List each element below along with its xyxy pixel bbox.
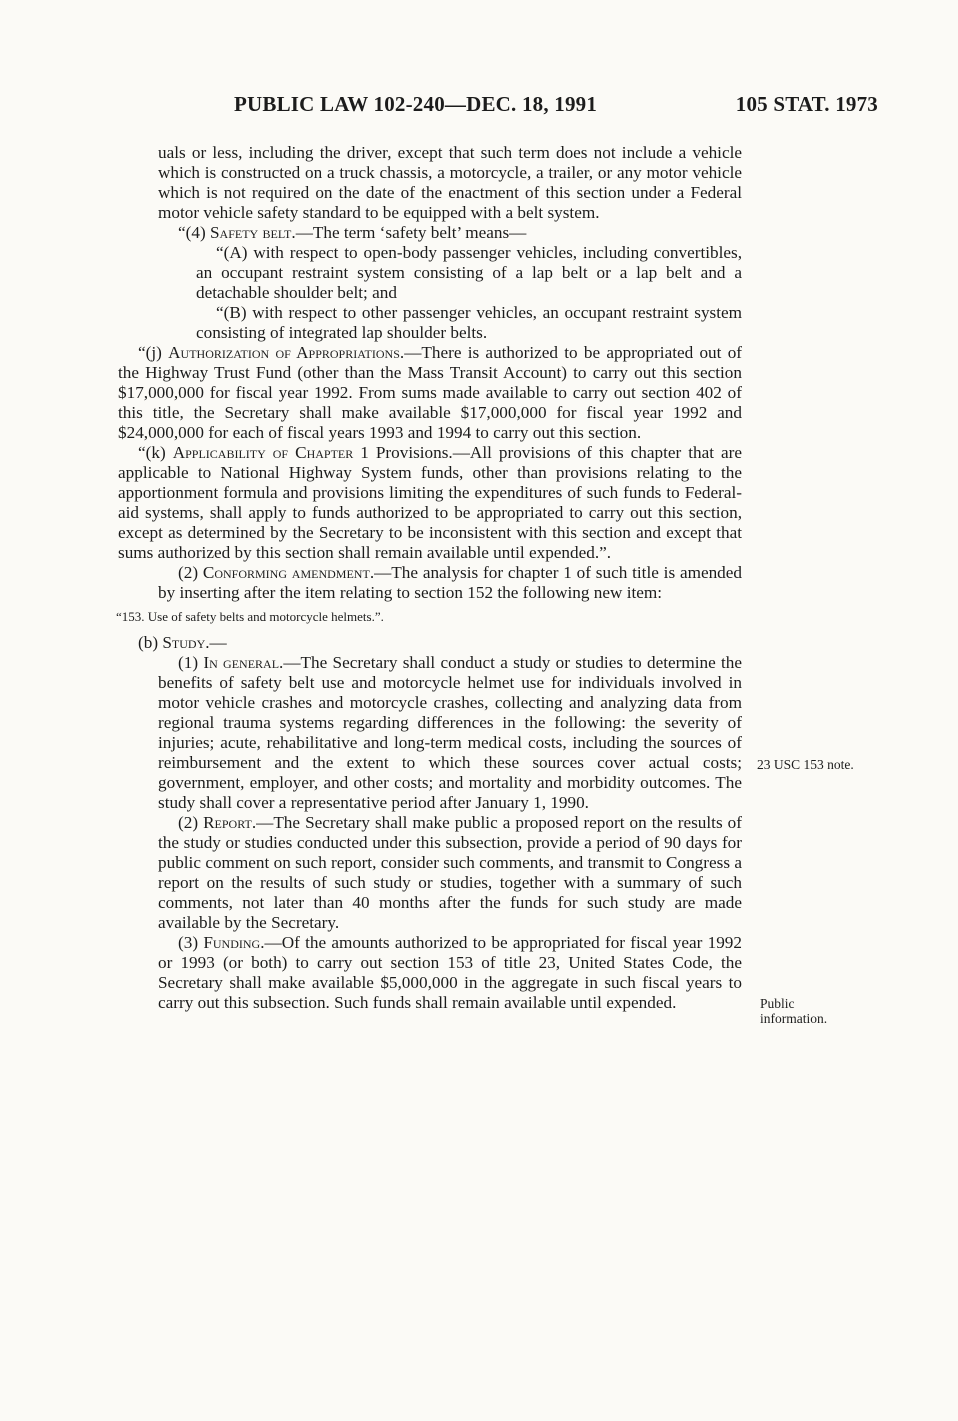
heading-safety-belt: Safety belt — [209, 223, 292, 242]
margin-note-usc: 23 USC 153 note. — [757, 757, 854, 772]
body-text — [118, 143, 742, 1013]
paragraph-item-a: “(A) with respect to open-body passenger vehicles, including convertibles, an occupant restraint system consisting of a lap belt or a lap belt and a detachable shoulder belt; and — [196, 243, 742, 302]
paragraph-continuation: uals or less, including the driver, except that such term does not include a vehicle which is constructed on a truck chassis, a motorcycle, a trailer, or any motor vehicle which is not required on the date of the enactment of this section under a Federal motor vehicle safety standard to be equipped with a belt system. — [158, 143, 742, 222]
margin-note-line: information. — [760, 1011, 828, 1026]
paragraph-report: (2) Report.—The Secretary shall make public a proposed report on the results of the study or studies conducted under this subsection, provide a period of 90 days for public comment on such report, consider such comments, and transmit to Congress a report on the results of such study or studies, together with a summary of such comments, not later than 40 months after the funds for such study are made available by the Secretary. — [158, 813, 742, 932]
table-of-sections-item: “153. Use of safety belts and motorcycle helmets.”. — [116, 609, 384, 624]
margin-note-public-information — [760, 996, 827, 1026]
paragraph-funding: (3) Funding.—Of the amounts authorized to be appropriated for fiscal year 1992 or 1993 (or both) to carry out section 153 of title 23, United States Code, the Secretary shall make available $5,000,000 in the aggregate in such fiscal years to carry out this subsection. Such funds shall remain available until expended. — [158, 933, 742, 1012]
heading-authorization: Authorization of Appropriations — [168, 343, 400, 362]
paragraph-safety-belt: “(4) Safety belt.—The term ‘safety belt’ means— — [178, 223, 527, 242]
paragraph-applicability: “(k) Applicability of Chapter 1 Provisions.—All provisions of this chapter that are applicable to National Highway System funds, other than provisions relating to the apportionment formula and provisions limiting the expenditures of such funds to Federal-aid systems, shall apply to funds authorized to be appropriated to carry out this section, except as determined by the Secretary to be inconsistent with this section and except that sums authorized by this section shall remain available until expended.”. — [118, 443, 742, 562]
paragraph-conforming-amendment: (2) Conforming amendment.—The analysis for chapter 1 of such title is amended by inserting after the item relating to section 152 the following new item: — [158, 563, 742, 602]
heading-funding: Funding — [203, 933, 261, 952]
heading-conforming-amendment: Conforming amendment — [202, 563, 370, 582]
heading-applicability: Applicability of Chapter — [172, 443, 354, 462]
header-page-ref: 105 STAT. 1973 — [735, 92, 878, 116]
page-header — [0, 92, 958, 122]
paragraph-authorization: “(j) Authorization of Appropriations.—There is authorized to be appropriated out of the Highway Trust Fund (other than the Mass Transit Account) to carry out this section $17,000,000 for fiscal year 1992. From sums made available to carry out section 402 of this title, the Secretary shall make available $17,000,000 for fiscal year 1992 and $24,000,000 for each of fiscal years 1993 and 1994 to carry out this section. — [118, 343, 743, 442]
paragraph-item-b: “(B) with respect to other passenger vehicles, an occupant restraint system consisting of integrated lap shoulder belts. — [196, 303, 742, 342]
header-title: PUBLIC LAW 102-240—DEC. 18, 1991 — [234, 92, 598, 116]
paragraph-study: (b) Study.— — [138, 633, 227, 652]
margin-note-line: Public — [760, 996, 795, 1011]
heading-in-general: In general — [203, 653, 280, 672]
paragraph-in-general: (1) In general.—The Secretary shall conduct a study or studies to determine the benefits of safety belt use and motorcycle helmet use for individuals involved in motor vehicle crashes and motorcycle crashes, collecting and analyzing data from regional trauma systems regarding differences in the following: the severity of injuries; acute, rehabilitative and long-term medical costs, including the sources of reimbursement and the extent to which these sources cover actual costs; government, employer, and other costs; and mortality and morbidity outcomes. The study shall cover a representative period after January 1, 1990. — [158, 653, 742, 812]
heading-study: Study — [162, 633, 206, 652]
heading-report: Report — [203, 813, 252, 832]
